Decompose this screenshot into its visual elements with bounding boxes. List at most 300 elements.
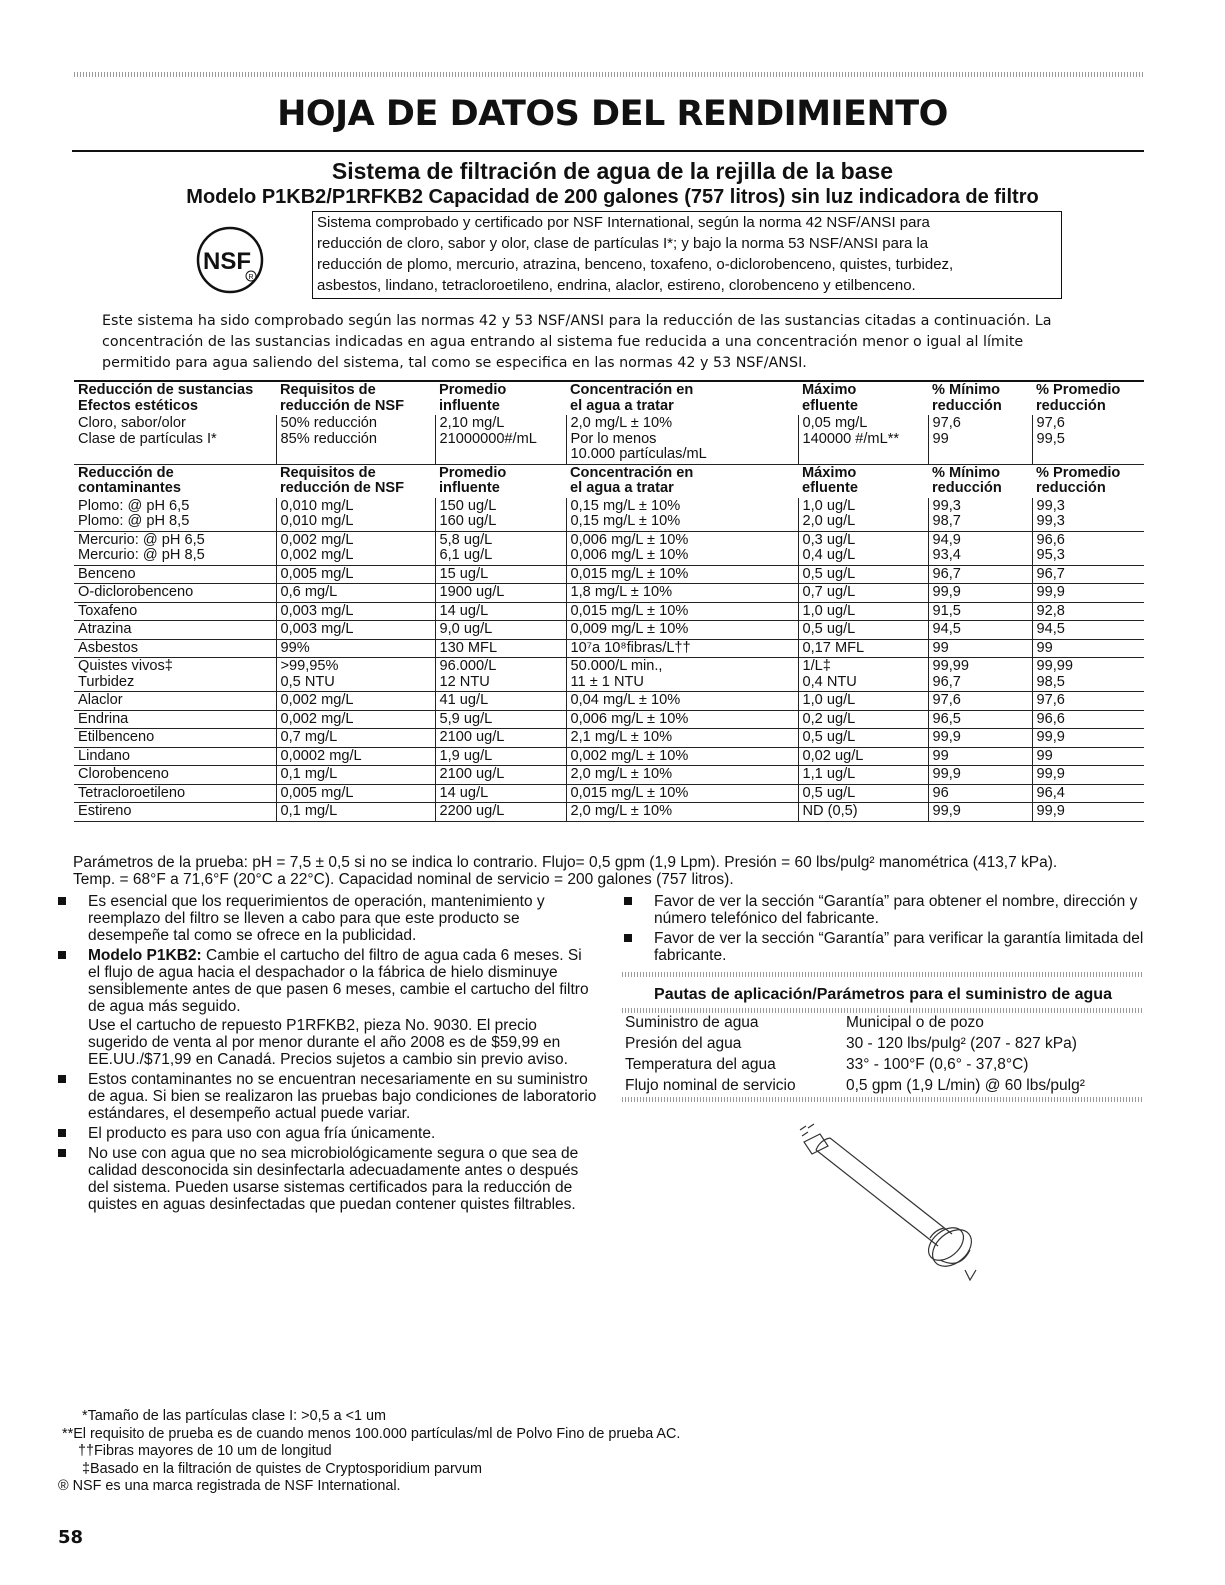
bullet-item: Favor de ver la sección “Garantía” para obtener el nombre, dirección y número telefónico del fabricante. — [624, 893, 1154, 927]
cell-line: 99 — [932, 639, 949, 656]
cell-line: 1900 ug/L — [439, 584, 505, 600]
cell-line: reducción — [1036, 397, 1106, 414]
table-cell — [928, 729, 1032, 748]
right-bullet-list — [624, 893, 1154, 967]
certification-line: reducción de plomo, mercurio, atrazina, benceno, toxafeno, o-diclorobenceno, quistes, turbidez, — [317, 256, 954, 273]
cell-line: efluente — [802, 480, 858, 496]
bullet-item: Estos contaminantes no se encuentran necesariamente en su suministro de agua. Si bien se realizaron las pruebas bajo condiciones de laboratorio estándares, el desempeño actual puede variar. — [58, 1071, 598, 1122]
table-cell — [928, 692, 1032, 711]
cell-line: 0,003 mg/L — [280, 621, 354, 637]
table-cell — [276, 747, 435, 766]
table-cell — [276, 766, 435, 785]
bullet-item: El producto es para uso con agua fría únicamente. — [58, 1125, 598, 1142]
cell-line: Lindano — [78, 747, 130, 764]
cell-line: 99 — [932, 747, 949, 764]
cell-line: Plomo: @ pH 6,5 — [78, 497, 190, 514]
cell-line: 94,5 — [1036, 621, 1065, 637]
cell-line: 96,5 — [932, 710, 961, 727]
table-row — [74, 531, 1144, 565]
table-cell — [276, 639, 435, 658]
cell-line: 14 ug/L — [439, 602, 489, 619]
table-cell — [74, 565, 276, 584]
cell-line: Por lo menos — [570, 430, 657, 447]
certification-box — [312, 211, 1062, 299]
cell-line: Toxafeno — [78, 602, 138, 619]
table-row — [74, 658, 1144, 692]
svg-text:NSF: NSF — [203, 248, 251, 275]
table-cell — [1032, 415, 1144, 464]
table-cell — [798, 602, 928, 621]
table-cell — [566, 692, 798, 711]
cell-line: 0,005 mg/L — [280, 565, 354, 582]
table-cell — [276, 692, 435, 711]
cell-line: reducción de NSF — [280, 480, 405, 496]
table-cell — [928, 658, 1032, 692]
table-cell — [1032, 565, 1144, 584]
cell-line: 0,002 mg/L — [280, 531, 354, 548]
table-cell — [74, 729, 276, 748]
cell-line: 130 MFL — [439, 639, 498, 656]
table-cell — [1032, 784, 1144, 803]
cell-line: Endrina — [78, 710, 129, 727]
table-header-cell — [928, 382, 1032, 415]
cell-line: 0,5 ug/L — [802, 784, 856, 801]
footnote: *Tamaño de las partículas clase I: >0,5 a <1 um — [82, 1408, 386, 1424]
table-cell — [928, 584, 1032, 603]
cell-line: 0,4 ug/L — [802, 547, 856, 563]
certification-line: reducción de cloro, sabor y olor, clase de partículas I*; y bajo la norma 53 NSF/ANSI para la — [317, 235, 929, 252]
pautas-table — [622, 1012, 1144, 1096]
table-cell — [566, 498, 798, 532]
cell-line: Reducción de — [78, 464, 174, 481]
cell-line: 98,7 — [932, 513, 961, 529]
cell-line: 0,1 mg/L — [280, 766, 338, 782]
cell-line: 99,9 — [1036, 584, 1065, 600]
left-bullet-list — [58, 893, 598, 1216]
cell-line: 99,99 — [1036, 658, 1074, 674]
table-cell — [928, 498, 1032, 532]
cell-line: 0,15 mg/L ± 10% — [570, 497, 681, 514]
cell-line: 96,6 — [1036, 531, 1065, 548]
cell-line: 96 — [932, 784, 949, 801]
table-row — [74, 729, 1144, 748]
table-cell — [74, 639, 276, 658]
cell-line: 96,4 — [1036, 784, 1065, 801]
table-header-cell — [74, 382, 276, 415]
table-cell — [435, 498, 566, 532]
table-cell — [74, 531, 276, 565]
cell-line: 50.000/L min., — [570, 658, 663, 674]
bullet-square-icon — [58, 1075, 66, 1083]
pautas-bottom-rule — [622, 1097, 1144, 1102]
cell-line: 160 ug/L — [439, 513, 497, 529]
cell-line: 0,002 mg/L ± 10% — [570, 747, 689, 764]
water-filter-cartridge-illustration — [780, 1120, 990, 1290]
cell-line: 1,0 ug/L — [802, 602, 856, 619]
cell-line: Quistes vivos‡ — [78, 658, 173, 674]
cell-line: 0,17 MFL — [802, 639, 865, 656]
table-header-cell — [566, 464, 798, 498]
table-header-cell — [798, 464, 928, 498]
cell-line: Cloro, sabor/olor — [78, 415, 186, 431]
cell-line: influente — [439, 397, 500, 414]
cell-line: reducción — [932, 480, 1002, 496]
model-line: Modelo P1KB2/P1RFKB2 Capacidad de 200 galones (757 litros) sin luz indicadora de filtro — [186, 186, 1039, 208]
cell-line: 99,9 — [932, 584, 961, 600]
table-cell — [435, 658, 566, 692]
cell-line: 96,7 — [1036, 565, 1065, 582]
cell-line: Requisitos de — [280, 464, 376, 481]
cell-line: 6,1 ug/L — [439, 547, 493, 563]
certification-line: Sistema comprobado y certificado por NSF International, según la norma 42 NSF/ANSI para — [317, 214, 930, 231]
cell-line: 50% reducción — [280, 415, 378, 431]
table-cell — [74, 766, 276, 785]
cell-line: 15 ug/L — [439, 565, 489, 582]
cell-line: 96,7 — [932, 673, 961, 690]
table-cell — [928, 803, 1032, 822]
cell-line: ND (0,5) — [802, 803, 858, 819]
table-cell — [435, 621, 566, 640]
table-header-row — [74, 382, 1144, 415]
cell-line: el agua a tratar — [570, 480, 674, 496]
intro-line: concentración de las sustancias indicadas en agua entrando al sistema fue reducida a una concentración menor o igual al límite — [102, 334, 1024, 350]
cell-line: 99 — [1036, 747, 1053, 764]
table-cell — [566, 803, 798, 822]
cell-line: efluente — [802, 397, 858, 414]
cell-line: 0,5 ug/L — [802, 729, 856, 745]
cell-line: 99,9 — [932, 766, 961, 782]
table-row — [74, 565, 1144, 584]
table-cell — [566, 602, 798, 621]
cell-line: 96.000/L — [439, 658, 497, 674]
bullet-item: No use con agua que no sea microbiológicamente segura o que sea de calidad desconocida sin desinfectarla adecuadamente antes o después del sistema. Pueden usarse sistemas certificados para la reducción de quistes en aguas desinfectadas que puedan contener quistes filtrables. — [58, 1145, 598, 1213]
table-cell — [435, 602, 566, 621]
cell-line: 91,5 — [932, 602, 961, 619]
cell-line: 99,3 — [1036, 513, 1065, 529]
title-rule — [72, 150, 1144, 152]
table-cell — [1032, 710, 1144, 729]
table-cell — [798, 784, 928, 803]
cell-line: 5,9 ug/L — [439, 710, 493, 727]
table-cell — [798, 415, 928, 464]
cell-line: 0,6 mg/L — [280, 584, 338, 600]
cell-line: 2,0 mg/L ± 10% — [570, 415, 673, 431]
table-cell — [1032, 498, 1144, 532]
cell-line: 0,02 ug/L — [802, 747, 864, 764]
cell-line: 99,9 — [1036, 729, 1065, 745]
cell-line: O-diclorobenceno — [78, 584, 194, 600]
table-cell — [74, 602, 276, 621]
table-cell — [1032, 803, 1144, 822]
cell-line: 97,6 — [1036, 692, 1065, 708]
cell-line: 85% reducción — [280, 430, 378, 447]
table-row — [74, 621, 1144, 640]
cell-line: 2100 ug/L — [439, 729, 505, 745]
table-cell — [435, 729, 566, 748]
table-cell — [74, 584, 276, 603]
cell-line: 0,002 mg/L — [280, 692, 354, 708]
bullet-square-icon — [624, 897, 632, 905]
cell-line: 0,006 mg/L ± 10% — [570, 531, 689, 548]
test-parameters-line: Parámetros de la prueba: pH = 7,5 ± 0,5 si no se indica lo contrario. Flujo= 0,5 gpm (1,9 Lpm). Presión = 60 lbs/pulg² manométrica (413,7 kPa). — [73, 854, 1058, 871]
cell-line: 97,6 — [1036, 415, 1065, 431]
table-cell — [435, 747, 566, 766]
pautas-row: Flujo nominal de servicio 0,5 gpm (1,9 L/min) @ 60 lbs/pulg² — [625, 1077, 1085, 1094]
table-row — [74, 415, 1144, 464]
table-header-cell — [928, 464, 1032, 498]
table-cell — [798, 692, 928, 711]
cell-line: % Mínimo — [932, 464, 1001, 481]
cell-line: Estireno — [78, 803, 132, 819]
table-cell — [928, 766, 1032, 785]
pautas-row: Suministro de agua Municipal o de pozo — [625, 1014, 984, 1031]
cell-line: Mercurio: @ pH 6,5 — [78, 531, 205, 548]
cell-line: % Mínimo — [932, 382, 1001, 398]
table-cell — [74, 803, 276, 822]
cell-line: Máximo — [802, 464, 857, 481]
certification-line: asbestos, lindano, tetracloroetileno, endrina, alaclor, estireno, clorobenceno y etilbenceno. — [317, 277, 916, 294]
table-cell — [566, 766, 798, 785]
cell-line: Reducción de sustancias — [78, 382, 254, 398]
cell-line: 1/L‡ — [802, 658, 831, 674]
bullet-lead: Modelo P1KB2: — [88, 947, 202, 964]
table-cell — [74, 498, 276, 532]
cell-line: 99,5 — [1036, 430, 1065, 447]
cell-line: 0,009 mg/L ± 10% — [570, 621, 689, 637]
table-cell — [1032, 729, 1144, 748]
bullet-item: Favor de ver la sección “Garantía” para verificar la garantía limitada del fabricante. — [624, 930, 1154, 964]
cell-line: 99,3 — [1036, 497, 1065, 514]
nsf-logo — [196, 226, 264, 294]
table-row — [74, 766, 1144, 785]
cell-line: 0,003 mg/L — [280, 602, 354, 619]
footnote: ‡Basado en la filtración de quistes de Cryptosporidium parvum — [82, 1460, 482, 1477]
cell-line: Alaclor — [78, 692, 123, 708]
table-row — [74, 639, 1144, 658]
table-cell — [928, 565, 1032, 584]
table-row — [74, 784, 1144, 803]
cell-line: 0,3 ug/L — [802, 531, 856, 548]
table-cell — [276, 658, 435, 692]
cell-line: 92,8 — [1036, 602, 1065, 619]
table-row — [74, 747, 1144, 766]
table-cell — [276, 565, 435, 584]
table-cell — [798, 621, 928, 640]
table-cell — [276, 531, 435, 565]
cell-line: 94,9 — [932, 531, 961, 548]
table-cell — [798, 729, 928, 748]
table-cell — [435, 565, 566, 584]
cell-line: Etilbenceno — [78, 729, 155, 745]
cell-line: 5,8 ug/L — [439, 531, 493, 548]
footnote: **El requisito de prueba es de cuando menos 100.000 partículas/ml de Polvo Fino de prueba AC. — [62, 1425, 681, 1442]
cell-line: 0,7 ug/L — [802, 584, 856, 600]
cell-line: 0,5 ug/L — [802, 565, 856, 582]
cell-line: Concentración en — [570, 382, 694, 398]
table-cell — [74, 658, 276, 692]
table-cell — [1032, 531, 1144, 565]
cell-line: 99,9 — [1036, 803, 1065, 819]
table-cell — [928, 415, 1032, 464]
cell-line: contaminantes — [78, 480, 181, 496]
cell-line: reducción de NSF — [280, 397, 405, 414]
cell-line: 0,002 mg/L — [280, 710, 354, 727]
table-cell — [1032, 621, 1144, 640]
table-cell — [928, 784, 1032, 803]
table-cell — [276, 621, 435, 640]
cell-line: 0,5 ug/L — [802, 621, 856, 637]
table-cell — [1032, 639, 1144, 658]
test-parameters — [73, 854, 1153, 888]
table-cell — [276, 729, 435, 748]
table-cell — [566, 565, 798, 584]
cell-line: Máximo — [802, 382, 857, 398]
table-cell — [435, 766, 566, 785]
table-header-row — [74, 464, 1144, 498]
table-cell — [74, 747, 276, 766]
cell-line: 12 NTU — [439, 673, 490, 690]
table-cell — [435, 639, 566, 658]
table-cell — [74, 784, 276, 803]
table-header-cell — [798, 382, 928, 415]
cell-line: 99% — [280, 639, 310, 656]
cell-line: 0,5 NTU — [280, 673, 335, 690]
cell-line: 0,010 mg/L — [280, 497, 354, 514]
cell-line: 0,0002 mg/L — [280, 747, 362, 764]
table-cell — [798, 747, 928, 766]
cell-line: Requisitos de — [280, 382, 376, 398]
table-cell — [566, 531, 798, 565]
pautas-title: Pautas de aplicación/Parámetros para el suministro de agua — [654, 986, 1112, 1003]
cell-line: 96,6 — [1036, 710, 1065, 727]
table-cell — [276, 498, 435, 532]
table-cell — [435, 584, 566, 603]
table-cell — [928, 621, 1032, 640]
bullet-square-icon — [58, 1149, 66, 1157]
table-cell — [798, 498, 928, 532]
cell-line: 95,3 — [1036, 547, 1065, 563]
cell-line: 96,7 — [932, 565, 961, 582]
table-header-cell — [1032, 464, 1144, 498]
cell-line: Atrazina — [78, 621, 132, 637]
table-cell — [435, 784, 566, 803]
cell-line: 21000000#/mL — [439, 430, 537, 447]
cell-line: 0,4 NTU — [802, 673, 857, 690]
table-cell — [1032, 584, 1144, 603]
cell-line: reducción — [932, 397, 1002, 414]
cell-line: 99 — [1036, 639, 1053, 656]
cell-line: 0,006 mg/L ± 10% — [570, 710, 689, 727]
cell-line: Mercurio: @ pH 8,5 — [78, 547, 205, 563]
table-cell — [928, 602, 1032, 621]
subtitle: Sistema de filtración de agua de la rejilla de la base — [331, 158, 894, 184]
table-cell — [435, 415, 566, 464]
cell-line: Benceno — [78, 565, 136, 582]
cell-line: 2,0 mg/L ± 10% — [570, 766, 673, 782]
cell-line: 0,04 mg/L ± 10% — [570, 692, 681, 708]
cell-line: Promedio — [439, 464, 507, 481]
pautas-top-rule — [622, 972, 1144, 977]
cell-line: Asbestos — [78, 639, 139, 656]
table-cell — [566, 415, 798, 464]
cell-line: 140000 #/mL** — [802, 430, 900, 447]
cell-line: 1,0 ug/L — [802, 692, 856, 708]
cell-line: Clase de partículas I* — [78, 430, 217, 447]
cell-line: 97,6 — [932, 692, 961, 708]
cell-line: 2100 ug/L — [439, 766, 505, 782]
bullet-square-icon — [58, 897, 66, 905]
table-cell — [928, 639, 1032, 658]
table-cell — [798, 710, 928, 729]
cell-line: 1,9 ug/L — [439, 747, 493, 764]
table-cell — [928, 710, 1032, 729]
intro-line: permitido para agua saliendo del sistema, tal como se especifica en las normas 42 y 53 NSF/ANSI. — [102, 355, 807, 371]
cell-line: reducción — [1036, 480, 1106, 496]
cell-line: Efectos estéticos — [78, 397, 199, 414]
cell-line: 94,5 — [932, 621, 961, 637]
cell-line: influente — [439, 480, 500, 496]
pautas-row: Presión del agua 30 - 120 lbs/pulg² (207 - 827 kPa) — [625, 1035, 1077, 1052]
table-header-cell — [276, 464, 435, 498]
cell-line: 2,1 mg/L ± 10% — [570, 729, 673, 745]
cell-line: 99,9 — [1036, 766, 1065, 782]
page-number: 58 — [58, 1527, 84, 1548]
bullet-item: Es esencial que los requerimientos de operación, mantenimiento y reemplazo del filtro se lleven a cabo para que este producto se desempeñe tal como se ofrece en la publicidad. — [58, 893, 598, 944]
cell-line: 11 ± 1 NTU — [570, 673, 644, 690]
intro-line: Este sistema ha sido comprobado según las normas 42 y 53 NSF/ANSI para la reducción de las sustancias citadas a continuación. La — [102, 313, 1052, 329]
cell-line: 99,9 — [932, 729, 961, 745]
cell-line: 10⁷a 10⁸fibras/L†† — [570, 639, 691, 656]
cell-line: 0,7 mg/L — [280, 729, 338, 745]
cell-line: Turbidez — [78, 673, 135, 690]
cell-line: % Promedio — [1036, 464, 1121, 481]
test-parameters-line: Temp. = 68°F a 71,6°F (20°C a 22°C). Capacidad nominal de servicio = 200 galones (757 litros). — [73, 871, 734, 888]
cell-line: 99 — [932, 430, 949, 447]
bullet-square-icon — [58, 951, 66, 959]
cell-line: 1,8 mg/L ± 10% — [570, 584, 673, 600]
table-header-cell — [435, 464, 566, 498]
cell-line: 98,5 — [1036, 673, 1065, 690]
table-cell — [798, 639, 928, 658]
cell-line: Promedio — [439, 382, 507, 398]
table-cell — [798, 565, 928, 584]
cell-line: 0,010 mg/L — [280, 513, 354, 529]
table-cell — [435, 803, 566, 822]
table-cell — [276, 415, 435, 464]
cell-line: 99,3 — [932, 497, 961, 514]
top-hatch-rule — [74, 72, 1144, 77]
cell-line: 10.000 partículas/mL — [570, 446, 707, 462]
footnotes — [58, 1408, 958, 1496]
cell-line: 0,002 mg/L — [280, 547, 354, 563]
cell-line: 2,0 mg/L ± 10% — [570, 803, 673, 819]
table-cell — [798, 584, 928, 603]
table-cell — [276, 602, 435, 621]
cell-line: 99,9 — [932, 803, 961, 819]
table-cell — [1032, 658, 1144, 692]
table-cell — [1032, 602, 1144, 621]
cell-line: 14 ug/L — [439, 784, 489, 801]
page-title: HOJA DE DATOS DEL RENDIMIENTO — [277, 94, 948, 134]
table-cell — [435, 692, 566, 711]
table-cell — [276, 803, 435, 822]
table-row — [74, 803, 1144, 822]
cell-line: Plomo: @ pH 8,5 — [78, 513, 190, 529]
cell-line: 0,015 mg/L ± 10% — [570, 602, 689, 619]
cell-line: 2200 ug/L — [439, 803, 505, 819]
cell-line: 1,1 ug/L — [802, 766, 856, 782]
table-cell — [435, 710, 566, 729]
